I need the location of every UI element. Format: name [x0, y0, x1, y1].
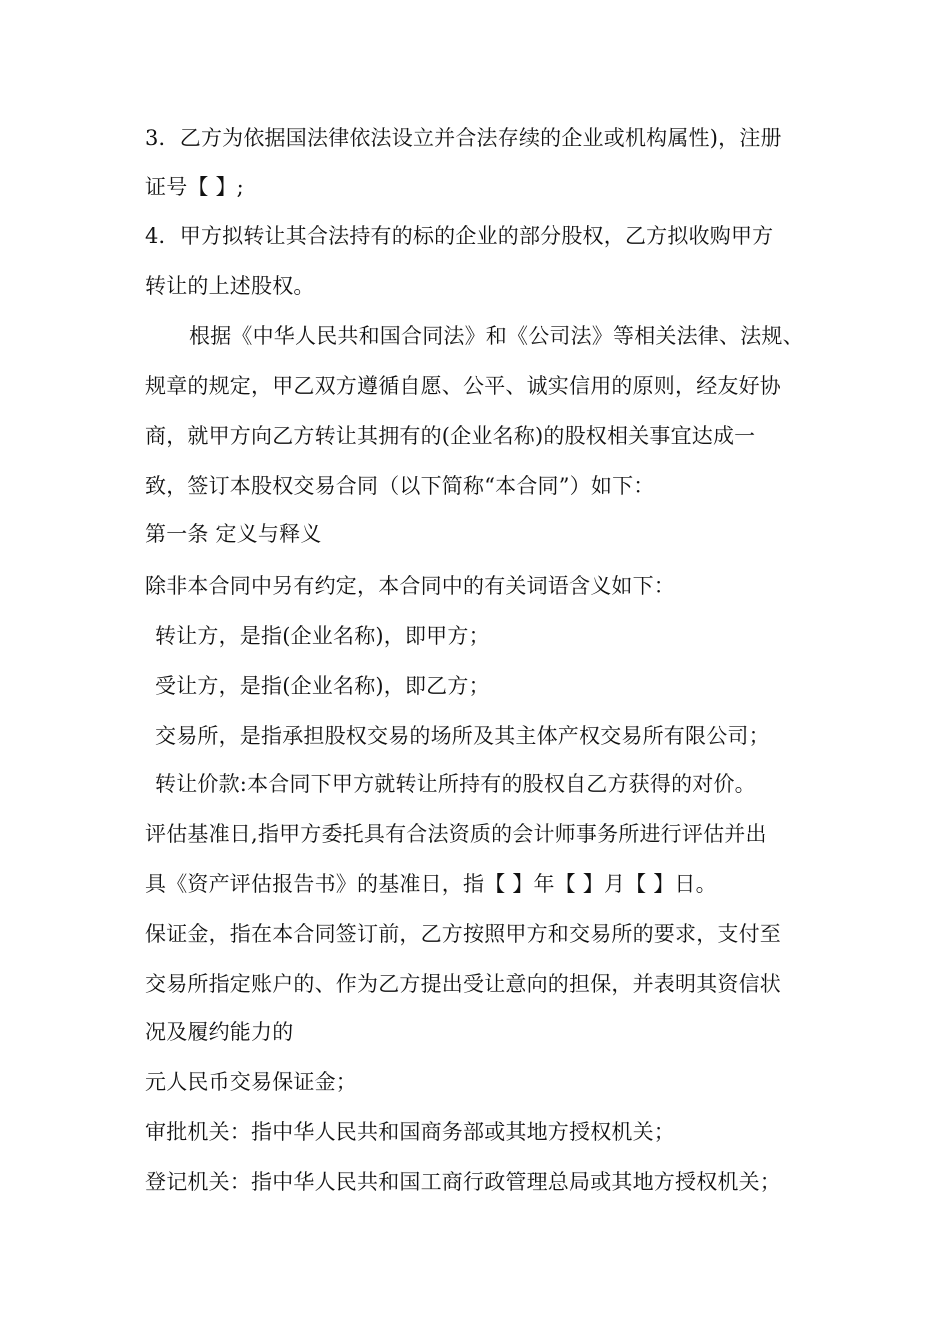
definition-valuation-date-line-1: 评估基准日,指甲方委托具有合法资质的会计师事务所进行评估并出 — [145, 822, 767, 846]
definition-deposit-line-1: 保证金，指在本合同签订前，乙方按照甲方和交易所的要求，支付至 — [145, 922, 781, 946]
preamble-line-2: 规章的规定，甲乙双方遵循自愿、公平、诚实信用的原则，经友好协 — [145, 374, 781, 398]
clause-3-line-2: 证号【 】; — [145, 175, 244, 199]
definition-transfer-price: 转让价款:本合同下甲方就转让所持有的股权自乙方获得的对价。 — [155, 772, 756, 796]
clause-4-line-1: 4．甲方拟转让其合法持有的标的企业的部分股权，乙方拟收购甲方 — [145, 224, 774, 248]
definition-deposit-line-2: 交易所指定账户的、作为乙方提出受让意向的担保，并表明其资信状 — [145, 972, 781, 996]
definition-valuation-date-line-2: 具《资产评估报告书》的基准日，指【 】年【 】月【 】日。 — [145, 872, 717, 896]
definition-exchange: 交易所，是指承担股权交易的场所及其主体产权交易所有限公司； — [155, 724, 770, 748]
definition-deposit-line-4: 元人民币交易保证金； — [145, 1070, 357, 1094]
definition-transferor: 转让方，是指(企业名称)，即甲方； — [155, 624, 490, 648]
preamble-line-3: 商，就甲方向乙方转让其拥有的(企业名称)的股权相关事宜达成一 — [145, 424, 756, 448]
clause-3-line-1: 3．乙方为依据国法律依法设立并合法存续的企业或机构属性)，注册 — [145, 126, 782, 150]
definition-deposit-line-3: 况及履约能力的 — [145, 1020, 294, 1044]
article-1-heading: 第一条 定义与释义 — [145, 522, 322, 546]
definition-transferee: 受让方，是指(企业名称)，即乙方； — [155, 674, 490, 698]
definition-registration-authority: 登记机关：指中华人民共和国工商行政管理总局或其地方授权机关； — [145, 1170, 781, 1194]
definitions-intro: 除非本合同中另有约定，本合同中的有关词语含义如下： — [145, 574, 675, 598]
definition-approval-authority: 审批机关：指中华人民共和国商务部或其地方授权机关； — [145, 1120, 675, 1144]
preamble-line-4: 致，签订本股权交易合同（以下简称“本合同”）如下： — [145, 474, 655, 498]
preamble-line-1: 根据《中华人民共和国合同法》和《公司法》等相关法律、法规、 — [189, 324, 804, 348]
clause-4-line-2: 转让的上述股权。 — [145, 274, 315, 298]
